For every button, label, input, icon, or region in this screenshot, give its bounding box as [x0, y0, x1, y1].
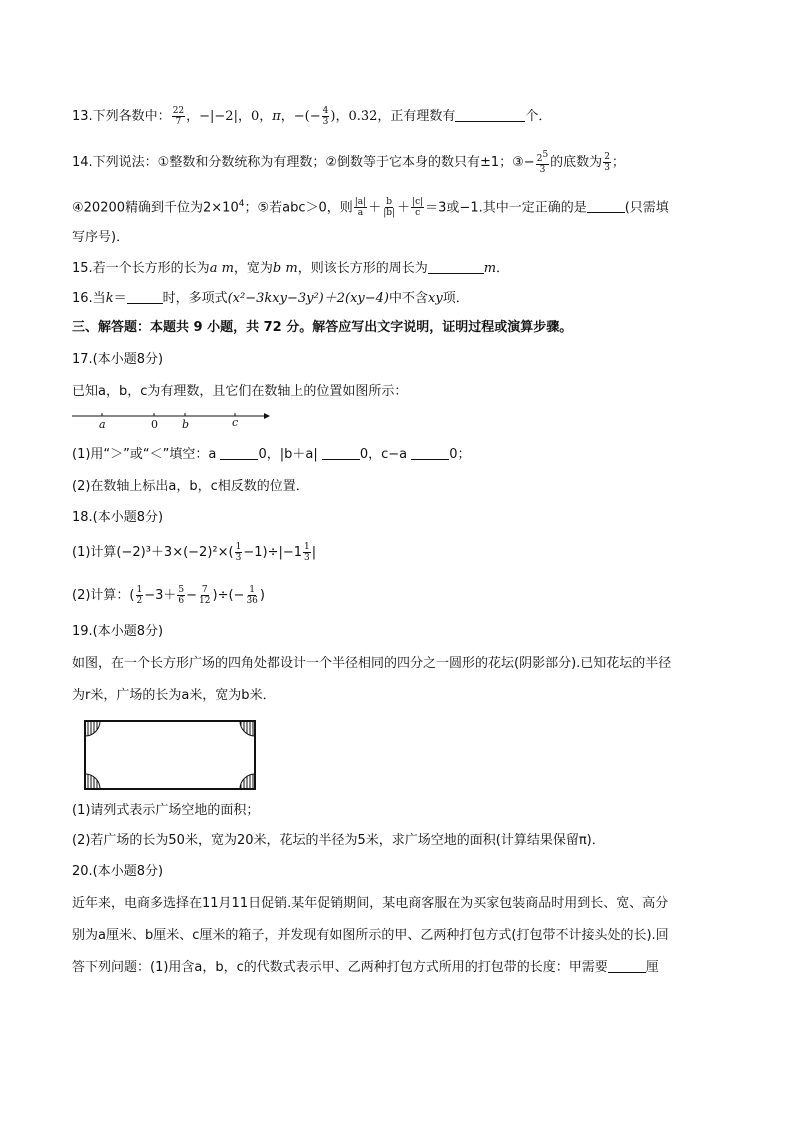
q19-heading: 19.(本小题8分) — [72, 624, 164, 639]
q19-stem-line-1: 如图，在一个长方形广场的四角处都设计一个半径相同的四分之一圆形的花坛(阴影部分).已知花坛的半径 — [72, 656, 672, 671]
flower-bed-bottom-left — [85, 774, 100, 789]
q20-line-3: 答下列问题：(1)用含a，b，c的代数式表示甲、乙两种打包方式所用的打包带的长度：甲需要 厘 — [72, 960, 659, 975]
fraction-b-over-abs-b: $\frac{b}{|b|}$ — [383, 197, 396, 219]
q18-part-1: (1)计算(−2)³＋3×(−2)²×( $\frac{1}{3}$ −1)÷|−1 $\frac{1}{3}$ | — [72, 542, 317, 563]
axis-label-a: a — [99, 418, 106, 431]
arrow-head-icon — [264, 413, 270, 419]
axis-label-c: c — [232, 416, 239, 429]
fraction-abs-c-over-c: $\frac{|c|}{c}$ — [412, 197, 424, 219]
answer-blank[interactable] — [428, 259, 484, 274]
fraction-4-3: $\frac{4}{3}$ — [322, 106, 329, 127]
q20-line-2: 别为a厘米、b厘米、c厘米的箱子，并发现有如图所示的甲、乙两种打包方式(打包带不计接头处的长).回 — [72, 928, 669, 943]
answer-blank[interactable] — [322, 445, 360, 460]
q18-heading: 18.(本小题8分) — [72, 510, 164, 525]
question-14-line-3: 写序号)． — [72, 230, 130, 245]
answer-blank[interactable] — [220, 445, 258, 460]
fraction-1-3: $\frac{1}{3}$ — [304, 542, 310, 563]
axis-label-b: b — [182, 418, 190, 431]
q19-part-2: (2)若广场的长为50米，宽为20米，花坛的半径为5米，求广场空地的面积(计算结果保留π)． — [72, 833, 605, 848]
fraction-1-2: $\frac{1}{2}$ — [136, 585, 143, 606]
q17-heading: 17.(本小题8分) — [72, 352, 164, 367]
q19-stem-line-2: 为r米，广场的长为a米，宽为b米． — [72, 688, 276, 703]
question-14-line-1: 14.下列说法：①整数和分数统称为有理数；②倒数等于它本身的数只有±1；③− $\frac{2^5}{3}$ 的底数为 $\frac{2}{3}$ ； — [72, 150, 625, 175]
q13-prefix: 13.下列各数中： — [72, 109, 171, 124]
fraction-1-3: $\frac{1}{3}$ — [235, 542, 242, 563]
fraction-7-12: $\frac{7}{12}$ — [199, 585, 211, 606]
fraction-1-36: $\frac{1}{36}$ — [246, 585, 258, 606]
answer-blank[interactable] — [127, 289, 163, 304]
section-heading: 三、解答题：本题共 9 小题，共 72 分。解答应写出文字说明，证明过程或演算步骤。 — [72, 320, 573, 335]
rectangle-plaza-diagram — [84, 720, 256, 792]
fraction-5-6: $\frac{5}{6}$ — [178, 585, 185, 606]
flower-bed-top-right — [240, 721, 255, 736]
fraction-22-7: $\frac{22}{7}$ — [172, 106, 185, 127]
q19-part-1: (1)请列式表示广场空地的面积； — [72, 803, 260, 818]
answer-blank[interactable] — [608, 958, 646, 973]
answer-blank[interactable] — [411, 445, 449, 460]
q20-line-1: 近年来，电商多选择在11月11日促销.某年促销期间，某电商客服在为买家包装商品时用到长、宽、高分 — [72, 896, 669, 911]
question-16: 16.当k＝ 时，多项式(x²−3kxy−3y²)＋2(xy−4)中不含xy项． — [72, 291, 469, 306]
fraction-2-3: $\frac{2}{3}$ — [604, 152, 610, 173]
q18-part-2: (2)计算：( $\frac{1}{2}$ −3＋ $\frac{5}{6}$ − $\frac{7}{12}$ )÷(− $\frac{1}{36}$ ) — [72, 585, 265, 606]
fraction-2-5-over-3: $\frac{2^5}{3}$ — [536, 150, 549, 175]
answer-blank[interactable] — [587, 198, 625, 213]
q17-part-1: (1)用“＞”或“＜”填空：a 0，|b＋a| 0，c−a 0； — [72, 447, 471, 462]
axis-label-0: 0 — [151, 418, 158, 431]
answer-blank[interactable] — [455, 107, 525, 122]
question-13: 13.下列各数中： $\frac{22}{7}$ ，−|−2|，0，π，−(− $\frac{4}{3}$ )，0.3̇2̇，正有理数有 个． — [72, 106, 552, 127]
question-15: 15.若一个长方形的长为a m，宽为b m，则该长方形的周长为 m． — [72, 261, 510, 276]
flower-bed-bottom-right — [240, 774, 255, 789]
plaza-rectangle — [85, 721, 255, 789]
q17-part-2: (2)在数轴上标出a，b，c相反数的位置． — [72, 479, 309, 494]
question-14-line-2: ④20200精确到千位为$2\times 10^4$；⑤若abc＞0，则 $\frac{|a|}{a}$ ＋ $\frac{b}{|b|}$ ＋ $\frac{|c|}{c}$ ＝3或−1.其中一定正确的是 (只需填 — [72, 197, 669, 219]
flower-bed-top-left — [85, 721, 100, 736]
q20-heading: 20.(本小题8分) — [72, 864, 164, 879]
fraction-abs-a-over-a: $\frac{|a|}{a}$ — [354, 197, 367, 219]
q17-stem: 已知a，b，c为有理数，且它们在数轴上的位置如图所示： — [72, 384, 408, 399]
